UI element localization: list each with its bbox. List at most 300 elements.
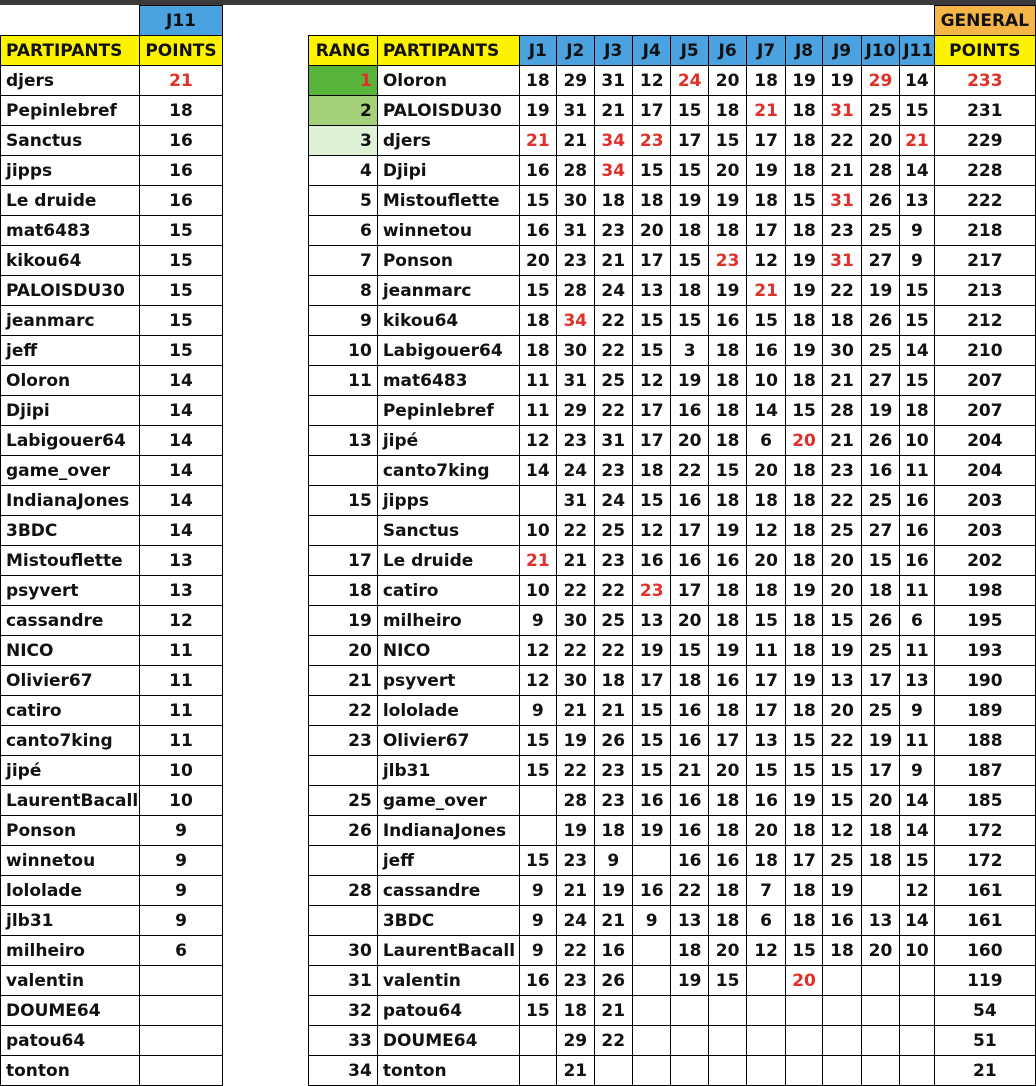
score-cell: 11 bbox=[519, 366, 556, 396]
score-cell: 17 bbox=[632, 396, 670, 426]
round-header-j9: J9 bbox=[823, 36, 861, 66]
score-cell: 15 bbox=[519, 276, 556, 306]
score-cell: 17 bbox=[632, 666, 670, 696]
score-cell: 19 bbox=[557, 726, 594, 756]
score-cell: 17 bbox=[747, 126, 785, 156]
score-cell: 22 bbox=[557, 756, 594, 786]
participant-name: Sanctus bbox=[1, 126, 140, 156]
score-cell: 16 bbox=[519, 216, 556, 246]
total-points-header: POINTS bbox=[934, 36, 1035, 66]
score-cell: 31 bbox=[557, 216, 594, 246]
table-row bbox=[1, 396, 223, 426]
score-cell: 16 bbox=[594, 936, 632, 966]
score-cell: 22 bbox=[594, 1026, 632, 1056]
round-header-j7: J7 bbox=[747, 36, 785, 66]
score-cell bbox=[708, 996, 746, 1026]
score-cell: 22 bbox=[671, 456, 708, 486]
round-points: 14 bbox=[140, 516, 223, 546]
score-cell: 20 bbox=[519, 246, 556, 276]
score-cell: 18 bbox=[708, 786, 746, 816]
score-cell: 31 bbox=[557, 366, 594, 396]
score-cell: 16 bbox=[900, 486, 934, 516]
table-row bbox=[309, 846, 1036, 876]
score-cell: 18 bbox=[708, 576, 746, 606]
score-cell: 24 bbox=[594, 486, 632, 516]
score-cell: 25 bbox=[861, 486, 899, 516]
table-row bbox=[309, 636, 1036, 666]
total-points: 210 bbox=[934, 336, 1035, 366]
table-row bbox=[1, 156, 223, 186]
score-cell: 18 bbox=[519, 336, 556, 366]
score-cell: 30 bbox=[557, 666, 594, 696]
total-points: 160 bbox=[934, 936, 1035, 966]
score-cell bbox=[900, 996, 934, 1026]
score-cell: 19 bbox=[708, 276, 746, 306]
table-row bbox=[1, 846, 223, 876]
score-cell: 29 bbox=[861, 66, 899, 96]
participant-name: valentin bbox=[1, 966, 140, 996]
score-cell: 24 bbox=[557, 906, 594, 936]
score-cell: 29 bbox=[557, 396, 594, 426]
table-row bbox=[1, 276, 223, 306]
participant-name: canto7king bbox=[1, 726, 140, 756]
score-cell: 19 bbox=[785, 666, 822, 696]
round-points: 11 bbox=[140, 666, 223, 696]
score-cell bbox=[519, 486, 556, 516]
score-cell: 31 bbox=[823, 96, 861, 126]
score-cell: 22 bbox=[557, 516, 594, 546]
table-row bbox=[1, 966, 223, 996]
table-row bbox=[309, 906, 1036, 936]
score-cell: 31 bbox=[557, 486, 594, 516]
score-cell: 23 bbox=[823, 216, 861, 246]
right-header-row bbox=[309, 36, 1036, 66]
score-cell bbox=[671, 1026, 708, 1056]
score-cell: 14 bbox=[747, 396, 785, 426]
score-cell: 17 bbox=[632, 246, 670, 276]
score-cell: 18 bbox=[632, 186, 670, 216]
table-row bbox=[309, 756, 1036, 786]
score-cell: 30 bbox=[557, 336, 594, 366]
score-cell: 16 bbox=[900, 516, 934, 546]
participant-name: game_over bbox=[1, 456, 140, 486]
score-cell: 14 bbox=[900, 156, 934, 186]
score-cell: 15 bbox=[900, 306, 934, 336]
participant-name: Labigouer64 bbox=[1, 426, 140, 456]
right-header-general-row bbox=[309, 6, 1036, 36]
round-points: 16 bbox=[140, 186, 223, 216]
score-cell: 21 bbox=[594, 96, 632, 126]
score-cell: 15 bbox=[823, 786, 861, 816]
score-cell: 13 bbox=[823, 666, 861, 696]
table-row bbox=[309, 666, 1036, 696]
total-points: 229 bbox=[934, 126, 1035, 156]
total-points: 198 bbox=[934, 576, 1035, 606]
score-cell: 15 bbox=[708, 966, 746, 996]
total-points: 161 bbox=[934, 906, 1035, 936]
table-row bbox=[309, 576, 1036, 606]
score-cell: 15 bbox=[519, 996, 556, 1026]
table-row bbox=[309, 726, 1036, 756]
total-points: 212 bbox=[934, 306, 1035, 336]
score-cell: 17 bbox=[671, 126, 708, 156]
score-cell: 18 bbox=[708, 96, 746, 126]
round-header: J11 bbox=[140, 6, 223, 36]
score-cell: 9 bbox=[519, 876, 556, 906]
table-row bbox=[1, 936, 223, 966]
score-cell: 17 bbox=[632, 96, 670, 126]
score-cell: 20 bbox=[785, 426, 822, 456]
participant-name: jeff bbox=[1, 336, 140, 366]
score-cell: 9 bbox=[632, 906, 670, 936]
score-cell: 19 bbox=[708, 186, 746, 216]
round-j11-table bbox=[0, 5, 223, 1086]
score-cell bbox=[519, 1026, 556, 1056]
rank-cell: 32 bbox=[309, 996, 378, 1026]
participant-name: LaurentBacall bbox=[377, 936, 519, 966]
score-cell bbox=[519, 816, 556, 846]
total-points: 188 bbox=[934, 726, 1035, 756]
score-cell: 26 bbox=[861, 186, 899, 216]
rank-cell: 8 bbox=[309, 276, 378, 306]
table-row bbox=[1, 486, 223, 516]
total-points: 187 bbox=[934, 756, 1035, 786]
score-cell: 14 bbox=[900, 336, 934, 366]
score-cell: 16 bbox=[747, 786, 785, 816]
score-cell: 15 bbox=[519, 756, 556, 786]
rank-header: RANG bbox=[309, 36, 378, 66]
participant-name: psyvert bbox=[377, 666, 519, 696]
score-cell: 18 bbox=[785, 816, 822, 846]
score-cell: 18 bbox=[671, 666, 708, 696]
score-cell: 20 bbox=[823, 696, 861, 726]
score-cell: 18 bbox=[708, 366, 746, 396]
score-cell: 21 bbox=[557, 126, 594, 156]
table-row bbox=[1, 636, 223, 666]
score-cell: 14 bbox=[519, 456, 556, 486]
score-cell bbox=[861, 996, 899, 1026]
score-cell: 16 bbox=[519, 156, 556, 186]
score-cell: 21 bbox=[557, 876, 594, 906]
score-cell: 18 bbox=[785, 366, 822, 396]
score-cell: 26 bbox=[594, 726, 632, 756]
score-cell: 24 bbox=[671, 66, 708, 96]
rank-cell: 23 bbox=[309, 726, 378, 756]
participant-name: lololade bbox=[1, 876, 140, 906]
participant-name: NICO bbox=[377, 636, 519, 666]
score-cell: 9 bbox=[900, 696, 934, 726]
score-cell bbox=[900, 1026, 934, 1056]
score-cell: 16 bbox=[747, 336, 785, 366]
score-cell: 30 bbox=[557, 186, 594, 216]
score-cell bbox=[900, 966, 934, 996]
blank-cell bbox=[594, 6, 632, 36]
table-row bbox=[309, 246, 1036, 276]
participant-name: Ponson bbox=[1, 816, 140, 846]
participant-name: djers bbox=[1, 66, 140, 96]
score-cell: 15 bbox=[747, 606, 785, 636]
round-points bbox=[140, 1026, 223, 1056]
participant-name: Labigouer64 bbox=[377, 336, 519, 366]
score-cell: 25 bbox=[823, 846, 861, 876]
score-cell: 13 bbox=[632, 606, 670, 636]
score-cell: 18 bbox=[594, 666, 632, 696]
table-row bbox=[1, 726, 223, 756]
rank-cell: 22 bbox=[309, 696, 378, 726]
score-cell: 15 bbox=[900, 366, 934, 396]
score-cell: 15 bbox=[671, 156, 708, 186]
score-cell: 23 bbox=[632, 126, 670, 156]
participant-name: Pepinlebref bbox=[1, 96, 140, 126]
score-cell: 12 bbox=[632, 366, 670, 396]
score-cell: 16 bbox=[632, 786, 670, 816]
table-row bbox=[309, 696, 1036, 726]
score-cell: 18 bbox=[708, 216, 746, 246]
round-points: 14 bbox=[140, 366, 223, 396]
participant-name: mat6483 bbox=[1, 216, 140, 246]
blank-cell bbox=[671, 6, 708, 36]
total-points: 195 bbox=[934, 606, 1035, 636]
rank-cell: 28 bbox=[309, 876, 378, 906]
score-cell: 12 bbox=[747, 516, 785, 546]
table-row bbox=[1, 996, 223, 1026]
score-cell: 15 bbox=[785, 186, 822, 216]
rank-cell: 25 bbox=[309, 786, 378, 816]
total-points: 189 bbox=[934, 696, 1035, 726]
score-cell: 16 bbox=[519, 966, 556, 996]
table-row bbox=[309, 936, 1036, 966]
score-cell: 26 bbox=[861, 426, 899, 456]
score-cell: 15 bbox=[861, 546, 899, 576]
score-cell: 18 bbox=[747, 66, 785, 96]
table-row bbox=[1, 126, 223, 156]
score-cell: 31 bbox=[594, 66, 632, 96]
score-cell: 6 bbox=[747, 426, 785, 456]
score-cell: 9 bbox=[519, 606, 556, 636]
score-cell: 28 bbox=[557, 276, 594, 306]
score-cell: 23 bbox=[557, 426, 594, 456]
score-cell: 22 bbox=[594, 396, 632, 426]
table-row bbox=[1, 1056, 223, 1086]
score-cell: 26 bbox=[861, 606, 899, 636]
score-cell: 23 bbox=[557, 246, 594, 276]
score-cell: 15 bbox=[900, 96, 934, 126]
score-cell: 15 bbox=[519, 186, 556, 216]
participant-name: Oloron bbox=[1, 366, 140, 396]
table-row bbox=[1, 366, 223, 396]
table-row bbox=[309, 186, 1036, 216]
blank-cell bbox=[557, 6, 594, 36]
participant-name: game_over bbox=[377, 786, 519, 816]
rank-cell: 19 bbox=[309, 606, 378, 636]
score-cell: 19 bbox=[632, 636, 670, 666]
score-cell: 31 bbox=[823, 246, 861, 276]
blank-cell bbox=[1, 6, 140, 36]
score-cell: 16 bbox=[671, 726, 708, 756]
participant-name: DOUME64 bbox=[377, 1026, 519, 1056]
score-cell: 20 bbox=[861, 126, 899, 156]
score-cell: 18 bbox=[861, 846, 899, 876]
score-cell: 18 bbox=[708, 876, 746, 906]
score-cell: 19 bbox=[671, 186, 708, 216]
score-cell: 15 bbox=[785, 936, 822, 966]
score-cell: 21 bbox=[900, 126, 934, 156]
blank-cell bbox=[747, 6, 785, 36]
participant-name: jlb31 bbox=[1, 906, 140, 936]
participant-name: Oloron bbox=[377, 66, 519, 96]
table-row bbox=[1, 906, 223, 936]
score-cell: 22 bbox=[594, 636, 632, 666]
rank-cell: 30 bbox=[309, 936, 378, 966]
table-row bbox=[1, 1026, 223, 1056]
score-cell: 18 bbox=[708, 396, 746, 426]
score-cell: 13 bbox=[632, 276, 670, 306]
score-cell: 29 bbox=[557, 66, 594, 96]
score-cell: 19 bbox=[708, 636, 746, 666]
score-cell: 19 bbox=[671, 966, 708, 996]
score-cell: 18 bbox=[708, 426, 746, 456]
participant-name: cassandre bbox=[377, 876, 519, 906]
participant-name: kikou64 bbox=[1, 246, 140, 276]
score-cell: 23 bbox=[594, 216, 632, 246]
general-header: GENERAL bbox=[934, 6, 1035, 36]
score-cell: 15 bbox=[785, 726, 822, 756]
round-points: 14 bbox=[140, 426, 223, 456]
rank-cell bbox=[309, 756, 378, 786]
score-cell bbox=[785, 1056, 822, 1086]
blank-cell bbox=[377, 6, 519, 36]
score-cell: 20 bbox=[861, 936, 899, 966]
total-points: 172 bbox=[934, 816, 1035, 846]
score-cell: 22 bbox=[823, 276, 861, 306]
score-cell: 11 bbox=[900, 576, 934, 606]
table-row bbox=[1, 816, 223, 846]
score-cell: 34 bbox=[594, 126, 632, 156]
points-header: POINTS bbox=[140, 36, 223, 66]
score-cell bbox=[632, 996, 670, 1026]
score-cell: 25 bbox=[594, 606, 632, 636]
score-cell: 16 bbox=[861, 456, 899, 486]
score-cell: 28 bbox=[557, 786, 594, 816]
score-cell: 23 bbox=[594, 786, 632, 816]
score-cell: 18 bbox=[708, 486, 746, 516]
score-cell: 22 bbox=[671, 876, 708, 906]
participant-name: Olivier67 bbox=[377, 726, 519, 756]
rank-cell bbox=[309, 906, 378, 936]
score-cell: 12 bbox=[747, 246, 785, 276]
score-cell: 11 bbox=[900, 636, 934, 666]
score-cell: 22 bbox=[823, 486, 861, 516]
score-cell: 16 bbox=[671, 696, 708, 726]
score-cell: 21 bbox=[823, 366, 861, 396]
participant-name: Djipi bbox=[377, 156, 519, 186]
table-row bbox=[1, 576, 223, 606]
rank-cell bbox=[309, 456, 378, 486]
score-cell: 13 bbox=[671, 906, 708, 936]
total-points: 185 bbox=[934, 786, 1035, 816]
score-cell: 30 bbox=[557, 606, 594, 636]
score-cell: 10 bbox=[519, 516, 556, 546]
round-points: 15 bbox=[140, 276, 223, 306]
participant-name: catiro bbox=[1, 696, 140, 726]
table-row bbox=[309, 486, 1036, 516]
score-cell: 9 bbox=[594, 846, 632, 876]
score-cell: 18 bbox=[747, 846, 785, 876]
score-cell: 15 bbox=[900, 846, 934, 876]
participant-name: winnetou bbox=[377, 216, 519, 246]
total-points: 217 bbox=[934, 246, 1035, 276]
score-cell: 16 bbox=[708, 846, 746, 876]
round-points: 6 bbox=[140, 936, 223, 966]
score-cell: 23 bbox=[823, 456, 861, 486]
score-cell: 23 bbox=[708, 246, 746, 276]
score-cell: 30 bbox=[823, 336, 861, 366]
rank-cell: 6 bbox=[309, 216, 378, 246]
score-cell: 18 bbox=[708, 606, 746, 636]
total-points: 51 bbox=[934, 1026, 1035, 1056]
score-cell: 18 bbox=[747, 486, 785, 516]
participant-name: psyvert bbox=[1, 576, 140, 606]
score-cell: 21 bbox=[594, 906, 632, 936]
participant-name: Sanctus bbox=[377, 516, 519, 546]
score-cell: 13 bbox=[747, 726, 785, 756]
score-cell: 20 bbox=[747, 816, 785, 846]
rank-cell: 7 bbox=[309, 246, 378, 276]
score-cell: 21 bbox=[823, 156, 861, 186]
score-cell: 20 bbox=[671, 426, 708, 456]
participant-name: jipps bbox=[1, 156, 140, 186]
score-cell: 28 bbox=[823, 396, 861, 426]
participant-name: Mistouflette bbox=[377, 186, 519, 216]
rank-cell: 5 bbox=[309, 186, 378, 216]
score-cell bbox=[900, 1056, 934, 1086]
score-cell: 21 bbox=[557, 696, 594, 726]
score-cell: 18 bbox=[671, 276, 708, 306]
table-row bbox=[1, 216, 223, 246]
table-row bbox=[309, 426, 1036, 456]
score-cell: 26 bbox=[861, 306, 899, 336]
score-cell: 15 bbox=[900, 276, 934, 306]
blank-cell bbox=[785, 6, 822, 36]
score-cell: 18 bbox=[594, 816, 632, 846]
rank-cell: 1 bbox=[309, 66, 378, 96]
score-cell bbox=[861, 876, 899, 906]
round-points: 12 bbox=[140, 606, 223, 636]
round-points: 15 bbox=[140, 306, 223, 336]
blank-cell bbox=[861, 6, 899, 36]
score-cell: 19 bbox=[861, 726, 899, 756]
round-points: 14 bbox=[140, 486, 223, 516]
score-cell: 22 bbox=[557, 636, 594, 666]
score-cell bbox=[823, 966, 861, 996]
score-cell: 20 bbox=[708, 66, 746, 96]
score-cell: 20 bbox=[708, 936, 746, 966]
score-cell: 15 bbox=[823, 606, 861, 636]
score-cell: 16 bbox=[823, 906, 861, 936]
participant-name: 3BDC bbox=[377, 906, 519, 936]
score-cell: 21 bbox=[557, 1056, 594, 1086]
score-cell: 17 bbox=[785, 846, 822, 876]
total-points: 172 bbox=[934, 846, 1035, 876]
score-cell: 15 bbox=[519, 726, 556, 756]
total-points: 228 bbox=[934, 156, 1035, 186]
score-cell: 23 bbox=[557, 966, 594, 996]
round-points: 16 bbox=[140, 126, 223, 156]
score-cell: 19 bbox=[785, 786, 822, 816]
score-cell: 18 bbox=[519, 66, 556, 96]
score-cell: 18 bbox=[900, 396, 934, 426]
score-cell bbox=[861, 1026, 899, 1056]
